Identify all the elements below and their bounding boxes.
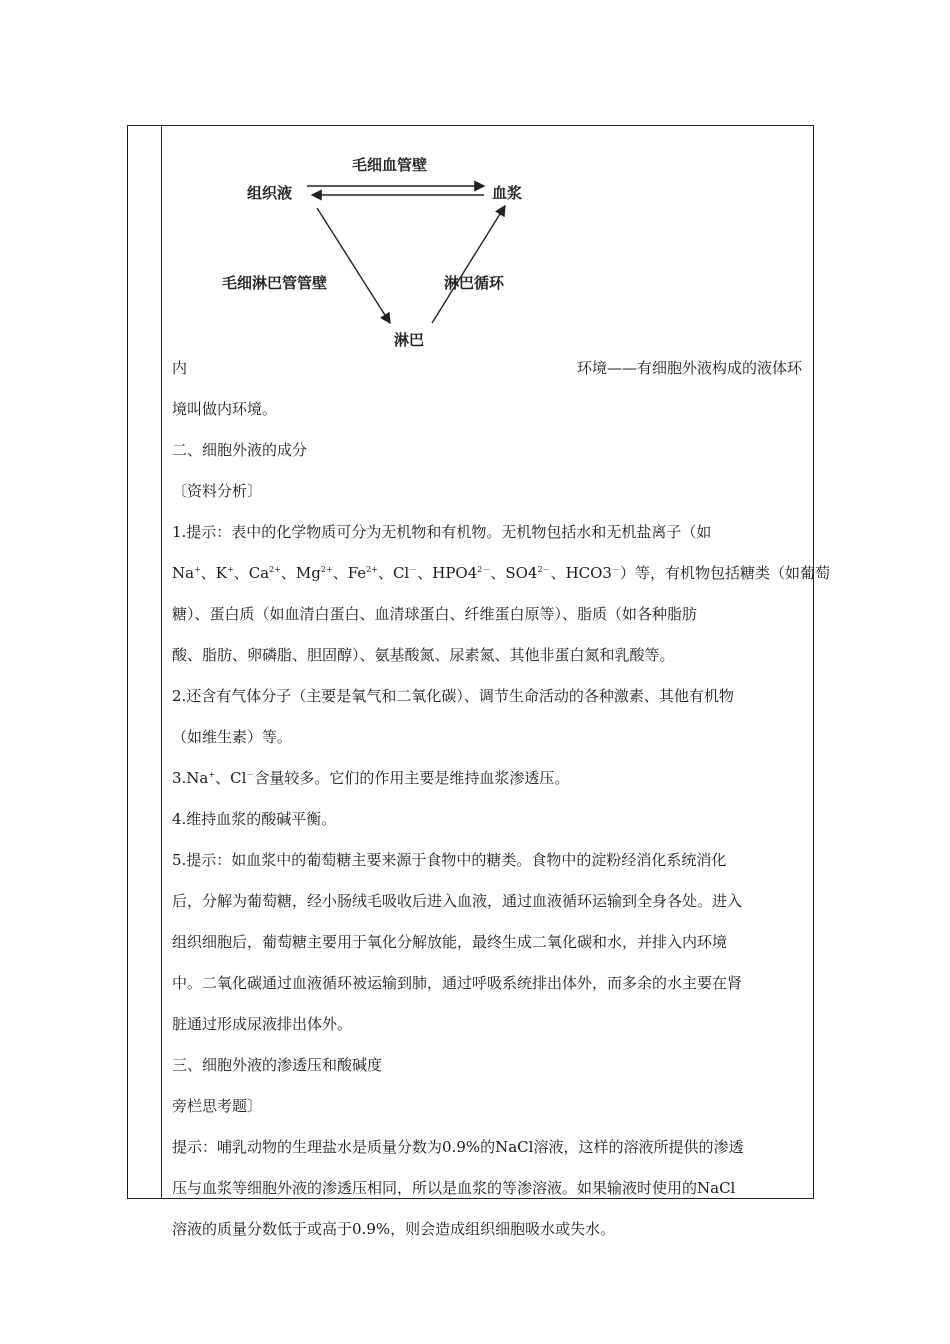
ion-text: 、Mg xyxy=(280,564,321,582)
ion-charge: + xyxy=(208,770,216,779)
para-1-line-3: 糖）、蛋白质（如血清白蛋白、血清球蛋白、纤维蛋白原等）、脂质（如各种脂肪 xyxy=(172,605,698,623)
content-table xyxy=(127,125,830,1238)
ion-charge: 2+ xyxy=(366,565,378,574)
para-5-line-3: 组织细胞后，葡萄糖主要用于氧化分解放能，最终生成二氧化碳和水，并排入内环境 xyxy=(172,933,728,951)
ion-text: ）等，有机物包括糖类（如葡萄 xyxy=(619,564,830,582)
ion-text: Na xyxy=(172,564,195,582)
text-body xyxy=(172,348,830,1250)
ion-charge: 2+ xyxy=(269,565,281,574)
plasma-node: 血浆 xyxy=(492,184,523,202)
ion-charge: 2－ xyxy=(537,565,551,574)
ion-text: 、SO4 xyxy=(490,564,538,582)
para-1-line-2 xyxy=(172,553,830,594)
ion-text: 、K xyxy=(200,564,227,582)
para-5-line-5: 脏通过形成尿液排出体外。 xyxy=(172,1015,353,1033)
para-3-text: 3.Na xyxy=(172,769,209,787)
para-4: 4.维持血浆的酸碱平衡。 xyxy=(172,810,337,828)
para-3 xyxy=(172,758,802,799)
body-fluid-diagram xyxy=(222,148,542,353)
para-6-line-3: 溶液的质量分数低于或高于0.9%，则会造成组织细胞吸水或失水。 xyxy=(172,1220,616,1238)
arrow-tissue-to-lymph xyxy=(317,208,390,323)
ion-charge: － xyxy=(246,770,255,779)
definition-line xyxy=(172,348,802,389)
lymph-node: 淋巴 xyxy=(394,331,425,349)
ion-charge: － xyxy=(611,565,620,574)
ion-text: 、HCO3 xyxy=(550,564,612,582)
ion-charge: 2－ xyxy=(477,565,491,574)
para-1-line-1: 1.提示：表中的化学物质可分为无机物和有机物。无机物包括水和无机盐离子（如 xyxy=(172,523,712,541)
definition-right: 环境——有细胞外液构成的液体环 xyxy=(576,359,802,377)
ion-charge: + xyxy=(194,565,201,574)
tissue-fluid-node: 组织液 xyxy=(247,184,293,202)
sidebar-question-heading: 旁栏思考题〕 xyxy=(172,1097,263,1115)
capillary-wall-label: 毛细血管壁 xyxy=(352,156,428,174)
para-2-line-2: （如维生素）等。 xyxy=(172,728,293,746)
para-6-line-1: 提示：哺乳动物的生理盐水是质量分数为0.9%的NaCl溶液，这样的溶液所提供的渗透 xyxy=(172,1138,744,1156)
lymph-circulation-label: 淋巴循环 xyxy=(444,274,505,292)
section-2-title: 二、细胞外液的成分 xyxy=(172,441,308,459)
left-column xyxy=(128,126,162,1198)
ion-charge: + xyxy=(227,565,234,574)
para-5-line-1: 5.提示：如血浆中的葡萄糖主要来源于食物中的糖类。食物中的淀粉经消化系统消化 xyxy=(172,851,727,869)
para-1-line-4: 酸、脂肪、卵磷脂、胆固醇）、氨基酸氮、尿素氮、其他非蛋白氮和乳酸等。 xyxy=(172,646,675,664)
para-5-line-2: 后，分解为葡萄糖，经小肠绒毛吸收后进入血液，通过血液循环运输到全身各处。进入 xyxy=(172,892,743,910)
data-analysis-heading: 〔资料分析〕 xyxy=(172,482,263,500)
ion-text: 、Fe xyxy=(332,564,367,582)
para-6-line-2: 压与血浆等细胞外液的渗透压相同，所以是血浆的等渗溶液。如果输液时使用的NaCl xyxy=(172,1179,736,1197)
para-2-line-1: 2.还含有气体分子（主要是氧气和二氧化碳）、调节生命活动的各种激素、其他有机物 xyxy=(172,687,734,705)
definition-left: 内 xyxy=(172,359,188,377)
ion-text: 、HPO4 xyxy=(417,564,478,582)
content-cell xyxy=(162,126,830,1238)
section-3-title: 三、细胞外液的渗透压和酸碱度 xyxy=(172,1056,383,1074)
para-5-line-4: 中。二氧化碳通过血液循环被运输到肺，通过呼吸系统排出体外，而多余的水主要在肾 xyxy=(172,974,743,992)
definition-cont: 境叫做内环境。 xyxy=(172,400,278,418)
ion-text: 、Cl xyxy=(377,564,410,582)
lymph-capillary-wall-label: 毛细淋巴管管壁 xyxy=(222,274,328,292)
ion-text: 、Ca xyxy=(233,564,270,582)
ion-charge: － xyxy=(409,565,418,574)
para-3-text: 、Cl xyxy=(215,769,247,787)
ion-charge: 2+ xyxy=(320,565,333,574)
para-3-text: 含量较多。它们的作用主要是维持血浆渗透压。 xyxy=(254,769,570,787)
arrow-lymph-to-plasma xyxy=(432,206,505,323)
